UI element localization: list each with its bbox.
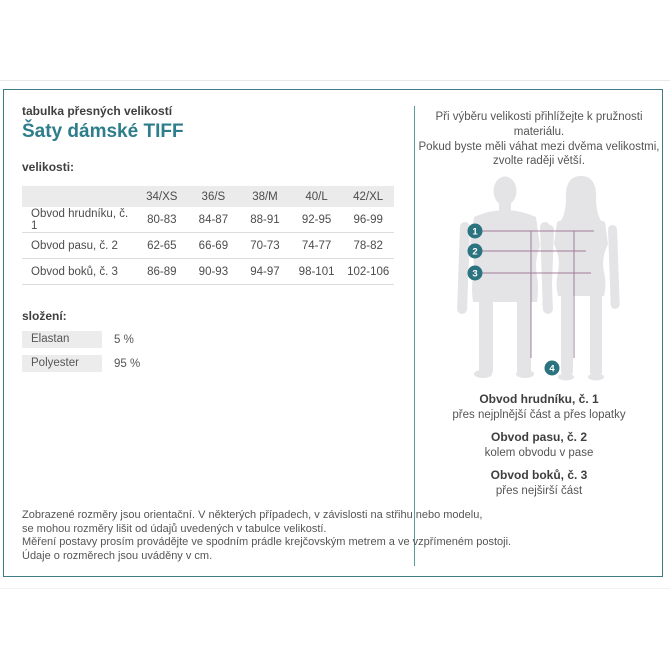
- size-value-cell: 62-65: [147, 239, 177, 252]
- material-label: Elastan: [22, 331, 102, 348]
- composition-list: [22, 331, 140, 379]
- size-col-header: 40/L: [305, 190, 328, 203]
- guide-item: [415, 430, 663, 460]
- size-chart-panel: [3, 89, 663, 577]
- measure-marker-1: [468, 224, 483, 239]
- size-value-cell: 96-99: [353, 213, 383, 226]
- size-col-header: 36/S: [201, 190, 226, 203]
- note-line: Měření postavy prosím provádějte ve spodním prádle krejčovským metrem a ve vzpřímeném postoji.: [22, 536, 512, 549]
- svg-text:2: 2: [472, 246, 478, 258]
- body-measurement-diagram: [444, 168, 634, 383]
- guide-title: Obvod hrudníku, č. 1: [479, 392, 599, 406]
- size-row-label: Obvod hrudníku, č. 1: [31, 207, 129, 232]
- advice-line: Při výběru velikosti přihlížejte k pružnosti materiálu.: [435, 111, 643, 138]
- guide-title: Obvod pasu, č. 2: [490, 430, 588, 444]
- guide-desc: přes nejplnější část a přes lopatky: [452, 409, 626, 421]
- size-value-cell: 90-93: [198, 265, 229, 278]
- composition-section-label: složení:: [22, 309, 67, 323]
- product-title: Šaty dámské TIFF: [22, 121, 184, 142]
- size-value-cell: 74-77: [301, 239, 332, 252]
- table-row: [22, 259, 394, 285]
- size-value-cell: 94-97: [250, 265, 280, 278]
- composition-row: [22, 331, 140, 348]
- guide-desc: kolem obvodu v pase: [484, 447, 594, 459]
- size-value-cell: 80-83: [147, 213, 177, 226]
- size-col-header: 38/M: [252, 190, 278, 203]
- measure-marker-3: [468, 266, 483, 281]
- size-col-header: 42/XL: [353, 190, 384, 203]
- size-advice-text: [416, 110, 662, 169]
- table-section-label: tabulka přesných velikostí: [22, 104, 173, 118]
- size-table: [22, 186, 394, 285]
- guide-item: [415, 392, 663, 422]
- female-silhouette: [542, 176, 620, 381]
- size-row-label: Obvod pasu, č. 2: [31, 239, 118, 252]
- table-row: [22, 207, 394, 233]
- measure-marker-2: [468, 244, 483, 259]
- composition-row: [22, 355, 140, 372]
- table-row: [22, 233, 394, 259]
- note-line: se mohou rozměry lišit od údajů uvedených v tabulce velikostí.: [22, 522, 327, 535]
- size-value-cell: 88-91: [250, 213, 280, 226]
- guide-item: [415, 468, 663, 498]
- size-value-cell: 102-106: [347, 265, 390, 278]
- size-row-label: Obvod boků, č. 3: [31, 265, 118, 278]
- size-table-header-row: [22, 186, 394, 207]
- size-value-cell: 70-73: [250, 239, 280, 252]
- material-percent: 5 %: [114, 333, 134, 346]
- page-bottom-divider: [0, 588, 670, 589]
- material-percent: 95 %: [114, 357, 141, 370]
- svg-text:1: 1: [472, 226, 478, 238]
- svg-text:4: 4: [549, 363, 555, 375]
- note-line: Zobrazené rozměry jsou orientační. V některých případech, v závislosti na střihu nebo modelu,: [22, 509, 483, 521]
- size-value-cell: 66-69: [198, 239, 229, 252]
- note-line: Údaje o rozměrech jsou uváděny v cm.: [22, 549, 213, 562]
- guide-desc: přes nejširší část: [495, 485, 583, 497]
- size-value-cell: 92-95: [301, 213, 332, 226]
- size-value-cell: 78-82: [353, 239, 383, 252]
- measurement-notes: [22, 509, 511, 563]
- page-top-divider: [0, 80, 670, 81]
- svg-text:3: 3: [472, 268, 478, 280]
- measurement-guide: [415, 392, 663, 506]
- size-col-header: 34/XS: [146, 190, 178, 203]
- sizes-section-label: velikosti:: [22, 160, 75, 174]
- advice-line: zvolte raději větší.: [492, 155, 586, 168]
- material-label: Polyester: [22, 355, 102, 372]
- size-value-cell: 84-87: [198, 213, 229, 226]
- guide-title: Obvod boků, č. 3: [490, 468, 588, 482]
- size-value-cell: 86-89: [147, 265, 177, 278]
- size-value-cell: 98-101: [298, 265, 335, 278]
- measure-marker-4: [545, 361, 560, 376]
- advice-line: Pokud byste měli váhat mezi dvěma velikostmi,: [418, 140, 660, 153]
